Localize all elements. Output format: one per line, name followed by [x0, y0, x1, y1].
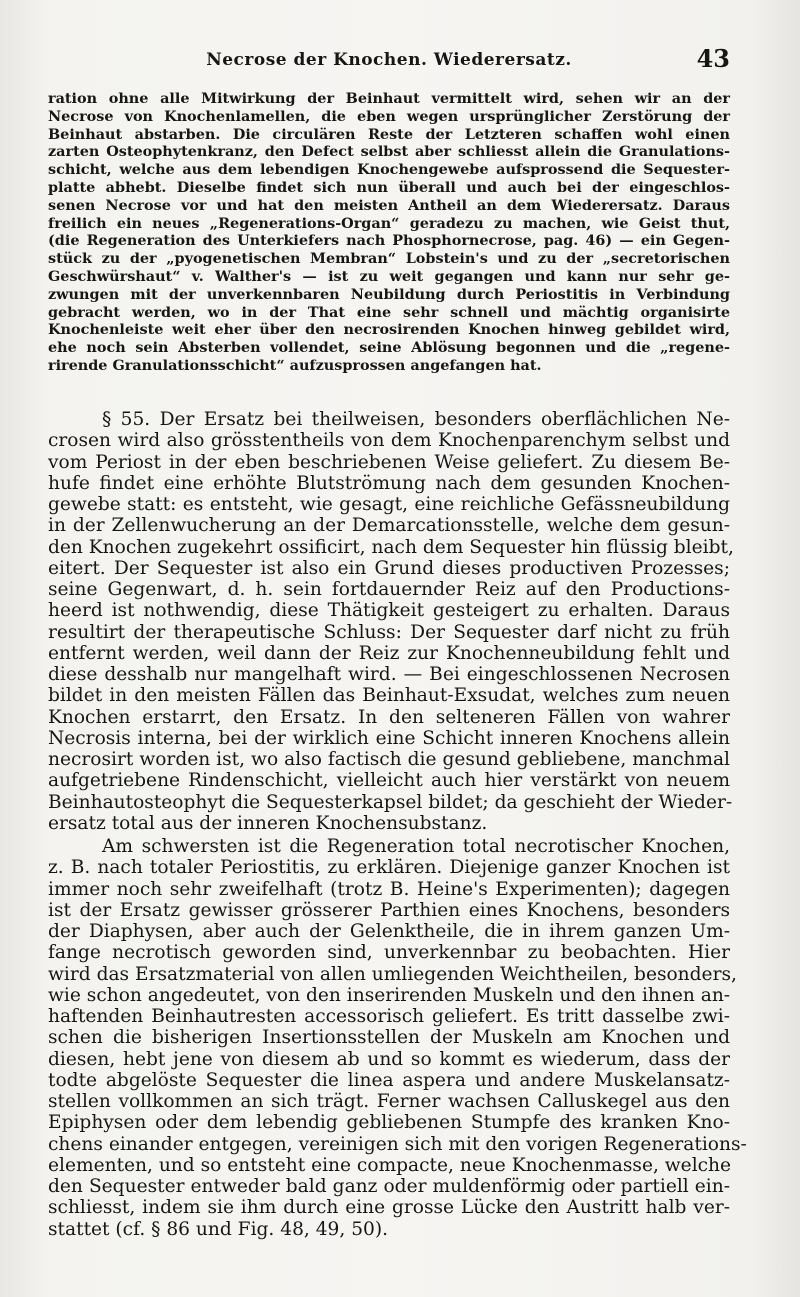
- text-line: Am schwersten ist die Regeneration total necrotischer Knochen,: [102, 836, 730, 857]
- text-line: stellen vollkommen an sich trägt. Ferner wachsen Calluskegel aus den: [48, 1091, 730, 1112]
- text-line: der Diaphysen, aber auch der Gelenktheile, die in ihrem ganzen Um-: [48, 921, 730, 942]
- text-line: Necrosis interna, bei der wirklich eine Schicht inneren Knochens allein: [48, 727, 730, 749]
- text-line: freilich ein neues „Regenerations-Organ“ geradezu zu machen, wie Geist thut,: [48, 214, 730, 232]
- text-line: zwungen mit der unverkennbaren Neubildung durch Periostitis in Verbindung: [48, 285, 730, 303]
- page-number: 43: [696, 44, 730, 73]
- text-line: elementen, und so entsteht eine compacte, neue Knochenmasse, welche: [48, 1154, 732, 1176]
- text-line: todte abgelöste Sequester die linea aspera und andere Muskelansatz-: [48, 1069, 730, 1091]
- text-line: schliesst, indem sie ihm durch eine grosse Lücke den Austritt halb ver-: [48, 1197, 730, 1219]
- text-line: Beinhaut abstarben. Die circulären Reste der Letzteren schaffen wohl einen: [48, 125, 730, 143]
- text-line: den Sequester entweder bald ganz oder muldenförmig oder partiell ein-: [48, 1176, 730, 1197]
- text-line: senen Necrose vor und hat den meisten Antheil an dem Wiederersatz. Daraus: [48, 196, 730, 214]
- text-line: wird das Ersatzmaterial von allen umliegenden Weichtheilen, besonders,: [48, 963, 737, 985]
- text-line: Knochen erstarrt, den Ersatz. In den selteneren Fällen von wahrer: [48, 706, 730, 728]
- text-line: den Knochen zugekehrt ossificirt, nach dem Sequester hin flüssig bleibt,: [48, 536, 734, 558]
- text-line: z. B. nach totaler Periostitis, zu erklären. Diejenige ganzer Knochen ist: [48, 857, 730, 879]
- text-line: wie schon angedeutet, von den inserirenden Muskeln und den ihnen an-: [48, 984, 731, 1006]
- text-line: hufe findet eine erhöhte Blutströmung nach dem gesunden Knochen-: [48, 472, 730, 494]
- small-print-paragraph: [48, 90, 730, 375]
- text-line: Epiphysen oder dem lebendig gebliebenen Stumpfe des kranken Kno-: [48, 1112, 730, 1134]
- text-line: aufgetriebene Rindenschicht, vielleicht auch hier verstärkt von neuem: [48, 770, 730, 792]
- main-text: [48, 409, 747, 1240]
- text-line: bildet in den meisten Fällen das Beinhaut-Exsudat, welches zum neuen: [48, 685, 730, 707]
- text-line: crosen wird also grösstentheils von dem Knochenparenchym selbst und: [48, 430, 730, 452]
- text-line: chens einander entgegen, vereinigen sich mit den vorigen Regenerations-: [48, 1133, 747, 1155]
- text-line: platte abhebt. Dieselbe findet sich nun überall und auch bei der eingeschlos-: [48, 178, 730, 196]
- text-line: seine Gegenwart, d. h. sein fortdauernder Reiz auf den Productions-: [48, 579, 730, 600]
- regeneration-paragraph: [48, 836, 747, 1240]
- text-line: ist der Ersatz gewisser grösserer Parthien eines Knochens, besonders: [48, 899, 730, 921]
- text-line: gewebe statt: es entsteht, wie gesagt, eine reichliche Gefässneubildung: [48, 494, 730, 515]
- text-line: stattet (cf. § 86 und Fig. 48, 49, 50).: [48, 1218, 389, 1240]
- text-line: Knochenleiste weit eher über den necrosirenden Knochen hinweg gebildet wird,: [48, 321, 730, 339]
- text-line: (die Regeneration des Unterkiefers nach Phosphornecrose, pag. 46) — ein Gegen-: [48, 232, 730, 250]
- text-line: zarten Osteophytenkranz, den Defect selbst aber schliesst allein die Granulations-: [48, 143, 730, 161]
- text-line: schen die bisherigen Insertionsstellen der Muskeln am Knochen und: [48, 1027, 730, 1049]
- text-line: Beinhautosteophyt die Sequesterkapsel bildet; da geschieht der Wieder-: [48, 791, 733, 813]
- page-header: [48, 44, 730, 74]
- text-line: entfernt werden, weil dann der Reiz zur Knochenneubildung fehlt und: [48, 642, 730, 664]
- running-title: Necrose der Knochen. Wiederersatz.: [206, 50, 572, 70]
- text-line: resultirt der therapeutische Schluss: Der Sequester darf nicht zu früh: [48, 621, 730, 643]
- text-line: gebracht werden, wo in der That eine sehr schnell und mächtig organisirte: [48, 303, 730, 321]
- text-line: ehe noch sein Absterben vollendet, seine Ablösung begonnen und die „regene-: [48, 339, 730, 357]
- text-line: heerd ist nothwendig, diese Thätigkeit gesteigert zu erhalten. Daraus: [48, 600, 730, 622]
- text-line: diesen, hebt jene von diesem ab und so kommt es wiederum, dass der: [48, 1048, 730, 1070]
- text-line: Necrose von Knochenlamellen, die eben wegen ursprünglicher Zerstörung der: [48, 107, 730, 125]
- text-line: § 55. Der Ersatz bei theilweisen, besonders oberflächlichen Ne-: [102, 409, 730, 430]
- text-line: eitert. Der Sequester ist also ein Grund dieses productiven Prozesses;: [48, 557, 730, 579]
- section-55-paragraph: [48, 409, 734, 834]
- text-line: ration ohne alle Mitwirkung der Beinhaut vermittelt wird, sehen wir an der: [48, 90, 730, 107]
- text-line: necrosirt worden ist, wo also factisch die gesund gebliebene, manchmal: [48, 749, 730, 770]
- text-line: in der Zellenwucherung an der Demarcationsstelle, welche dem gesun-: [48, 515, 730, 537]
- text-line: ersatz total aus der inneren Knochensubstanz.: [48, 812, 488, 834]
- text-line: immer noch sehr zweifelhaft (trotz B. Heine's Experimenten); dagegen: [48, 878, 730, 900]
- text-line: diese desshalb nur mangelhaft wird. — Bei eingeschlossenen Necrosen: [48, 664, 730, 685]
- text-line: vom Periost in der eben beschriebenen Weise geliefert. Zu diesem Be-: [48, 451, 730, 473]
- text-line: stück zu der „pyogenetischen Membran“ Lobstein's und zu der „secretorischen: [48, 250, 730, 268]
- text-line: rirende Granulationsschicht“ aufzusprossen angefangen hat.: [48, 356, 542, 374]
- text-line: haftenden Beinhautresten accessorisch geliefert. Es tritt dasselbe zwi-: [48, 1006, 730, 1027]
- text-line: fange necrotisch geworden sind, unverkennbar zu beobachten. Hier: [48, 942, 730, 964]
- text-line: schicht, welche aus dem lebendigen Knochengewebe aufsprossend die Sequester-: [48, 161, 730, 179]
- text-line: Geschwürshaut“ v. Walther's — ist zu weit gegangen und kann nur sehr ge-: [48, 267, 730, 285]
